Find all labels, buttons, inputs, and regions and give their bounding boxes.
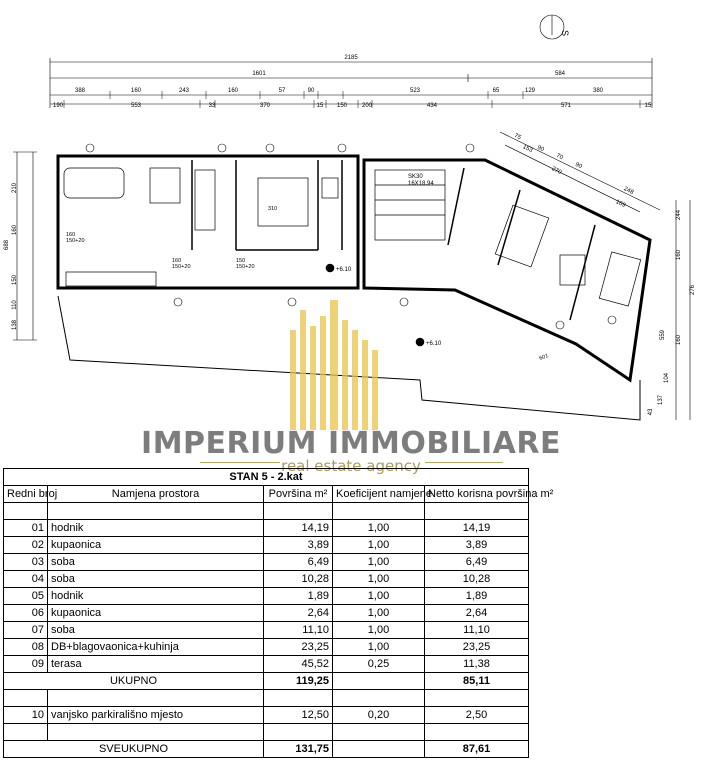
parking-name: vanjsko parkirališno mjesto <box>48 707 264 724</box>
parking-row <box>4 707 696 724</box>
dim-top-right: 90 <box>536 144 545 154</box>
row-net: 11,38 <box>425 656 529 673</box>
dim-top-right: 169 <box>614 199 627 209</box>
dim-total: 2185 <box>344 55 358 61</box>
table-row <box>4 656 696 673</box>
header-redni-text: Redni broj <box>7 487 58 500</box>
dim-row3: 160 <box>130 88 142 94</box>
header-koef: Koeficijent namjene <box>333 486 425 503</box>
level-mark-1: +6.10 <box>336 267 352 273</box>
row-no: 03 <box>4 554 48 571</box>
dim-left: 110 <box>12 300 18 310</box>
table-row <box>4 639 696 656</box>
table-spacer-row <box>4 724 696 741</box>
row-net: 23,25 <box>425 639 529 656</box>
dim-top-right: 248 <box>622 186 635 196</box>
ukupno-area: 119,25 <box>264 673 333 690</box>
parking-net: 2,50 <box>425 707 529 724</box>
dim-row4: 553 <box>130 103 142 109</box>
row-name: hodnik <box>48 520 264 537</box>
row-name: soba <box>48 554 264 571</box>
dim-inner: 601 <box>538 353 550 362</box>
row-area: 14,19 <box>264 520 333 537</box>
header-netto: Netto korisna površina m² <box>425 486 529 503</box>
dim-row3: 65 <box>492 88 500 94</box>
row-no: 07 <box>4 622 48 639</box>
row-net: 2,64 <box>425 605 529 622</box>
dim-right: 244 <box>676 209 682 221</box>
row-coef: 1,00 <box>333 622 425 639</box>
row-no: 04 <box>4 571 48 588</box>
dim-left: 138 <box>12 319 18 331</box>
level-mark-2: +6.10 <box>426 341 442 347</box>
dim-row4: 571 <box>560 103 572 109</box>
row-net: 6,49 <box>425 554 529 571</box>
dim-top-right: 70 <box>555 152 564 162</box>
table-row <box>4 537 696 554</box>
row-name: kupaonica <box>48 537 264 554</box>
stair-label-1: SK30 <box>408 174 423 180</box>
row-net: 14,19 <box>425 520 529 537</box>
dim-row3: 388 <box>74 88 86 94</box>
row-coef: 1,00 <box>333 537 425 554</box>
table-header-row <box>4 486 696 503</box>
dim-inner: 310 <box>268 206 278 212</box>
stair-label-2: 16X18.94 <box>408 181 434 187</box>
row-net: 3,89 <box>425 537 529 554</box>
row-name: soba <box>48 622 264 639</box>
row-area: 11,10 <box>264 622 333 639</box>
dim-left: 688 <box>4 239 10 251</box>
parking-no: 10 <box>4 707 48 724</box>
sveukupno-net: 87,61 <box>425 741 529 758</box>
dim-row3: 129 <box>524 88 536 94</box>
sveukupno-row <box>4 741 696 758</box>
dim-right: 276 <box>690 284 696 296</box>
row-coef: 1,00 <box>333 571 425 588</box>
header-namjena: Namjena prostora <box>48 486 264 503</box>
dim-right: 104 <box>664 372 670 384</box>
parking-area: 12,50 <box>264 707 333 724</box>
watermark-rule-left <box>200 462 280 463</box>
row-coef: 1,00 <box>333 605 425 622</box>
row-area: 6,49 <box>264 554 333 571</box>
dim-right: 137 <box>658 394 664 406</box>
row-area: 23,25 <box>264 639 333 656</box>
dim-top-right: 75 <box>513 132 522 142</box>
row-name: hodnik <box>48 588 264 605</box>
dim-left: 150 <box>12 274 18 286</box>
dim-row4: 15 <box>644 103 652 109</box>
row-no: 08 <box>4 639 48 656</box>
watermark-rule-right <box>425 462 503 463</box>
row-no: 02 <box>4 537 48 554</box>
row-no: 01 <box>4 520 48 537</box>
row-area: 3,89 <box>264 537 333 554</box>
dim-inner: 150 <box>236 258 246 264</box>
dim-row2-2: 584 <box>554 71 566 77</box>
table-row <box>4 588 696 605</box>
dim-right: 559 <box>660 329 666 341</box>
row-name: kupaonica <box>48 605 264 622</box>
row-net: 10,28 <box>425 571 529 588</box>
table-row <box>4 554 696 571</box>
header-redni <box>4 486 58 503</box>
dim-row3: 90 <box>307 88 315 94</box>
table-row <box>4 622 696 639</box>
table-title: STAN 5 - 2.kat <box>4 469 529 486</box>
sveukupno-label: SVEUKUPNO <box>4 741 264 758</box>
dim-row4: 370 <box>259 103 271 109</box>
row-net: 1,89 <box>425 588 529 605</box>
dim-row3: 57 <box>278 88 286 94</box>
table-spacer-row <box>4 690 696 707</box>
dim-right: 160 <box>676 334 682 346</box>
row-area: 2,64 <box>264 605 333 622</box>
row-coef: 1,00 <box>333 639 425 656</box>
table-row <box>4 571 696 588</box>
row-area: 45,52 <box>264 656 333 673</box>
dim-left: 160 <box>12 224 18 236</box>
dim-row3: 523 <box>409 88 421 94</box>
dim-inner: 150+20 <box>236 264 255 270</box>
dim-row3: 380 <box>592 88 604 94</box>
watermark-subtitle: real estate agency <box>281 457 421 475</box>
sveukupno-area: 131,75 <box>264 741 333 758</box>
dim-top-right: 90 <box>574 161 583 171</box>
table-row <box>4 605 696 622</box>
row-name: terasa <box>48 656 264 673</box>
header-povrsina: Površina m² <box>264 486 333 503</box>
row-no: 05 <box>4 588 48 605</box>
watermark <box>0 427 702 473</box>
dim-inner: 150+20 <box>66 238 85 244</box>
area-table <box>3 468 696 758</box>
dim-top-right: 153 <box>521 144 534 154</box>
dim-row4: 15 <box>316 103 324 109</box>
ukupno-net: 85,11 <box>425 673 529 690</box>
dim-inner: 160 <box>66 232 76 238</box>
table-spacer-row <box>4 503 696 520</box>
row-net: 11,10 <box>425 622 529 639</box>
row-area: 10,28 <box>264 571 333 588</box>
dim-row4: 434 <box>426 103 438 109</box>
table-row <box>4 520 696 537</box>
row-coef: 1,00 <box>333 554 425 571</box>
logo-emblem-icon <box>290 300 378 430</box>
row-coef: 1,00 <box>333 520 425 537</box>
ukupno-row <box>4 673 696 690</box>
dim-right: 160 <box>676 249 682 261</box>
parking-coef: 0,20 <box>333 707 425 724</box>
row-no: 06 <box>4 605 48 622</box>
watermark-title: IMPERIUM IMMOBILIARE <box>141 426 561 461</box>
row-name: soba <box>48 571 264 588</box>
dim-inner: 150+20 <box>172 264 191 270</box>
ukupno-label: UKUPNO <box>4 673 264 690</box>
dim-row4: 190 <box>52 103 64 109</box>
dim-row3: 160 <box>227 88 239 94</box>
row-coef: 1,00 <box>333 588 425 605</box>
dim-inner: 160 <box>172 258 182 264</box>
row-no: 09 <box>4 656 48 673</box>
row-name: DB+blagovaonica+kuhinja <box>48 639 264 656</box>
dim-row4: 150 <box>336 103 348 109</box>
row-area: 1,89 <box>264 588 333 605</box>
dim-row3: 243 <box>178 88 190 94</box>
compass-label: S <box>560 30 570 37</box>
dim-row4: 200 <box>361 103 373 109</box>
dim-right: 43 <box>648 408 654 416</box>
table-title-row <box>4 469 696 486</box>
dim-left: 210 <box>12 182 18 194</box>
row-coef: 0,25 <box>333 656 425 673</box>
dim-top-right: 270 <box>550 166 563 176</box>
dim-row4: 33 <box>208 103 216 109</box>
dim-row2-1: 1601 <box>252 71 266 77</box>
